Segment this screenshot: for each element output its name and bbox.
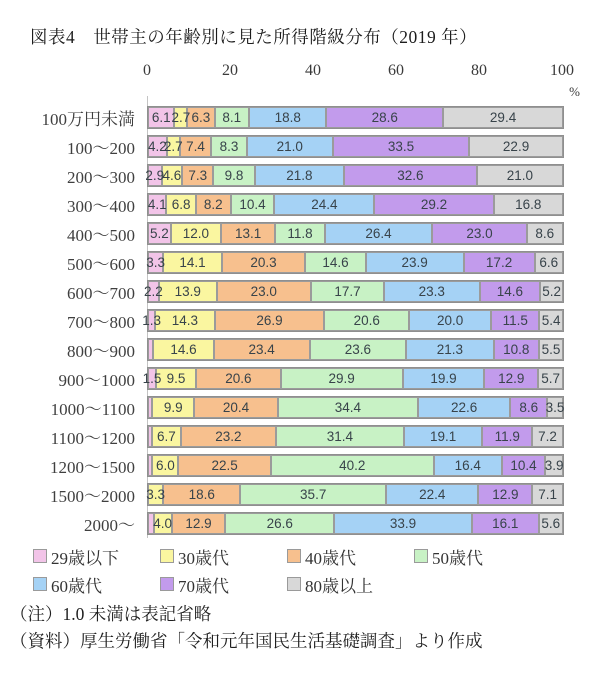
stacked-bar (147, 454, 564, 477)
legend-label: 29歳以下 (51, 548, 119, 568)
bar-value-label: 23.2 (215, 429, 242, 444)
bar-value-label: 11.8 (287, 226, 313, 241)
bar-value-label: 2.7 (163, 139, 183, 154)
bar-segment (432, 223, 526, 244)
bar-value-label: 1.3 (142, 313, 161, 328)
bar-segment (217, 281, 311, 302)
bar-segment (539, 310, 563, 331)
bar-value-label: 10.4 (510, 458, 537, 473)
chart-row (0, 190, 600, 219)
chart-row (0, 335, 600, 364)
bar-value-label: 12.0 (182, 226, 209, 241)
bar-value-label: 29.9 (328, 371, 355, 386)
bar-segment (247, 136, 333, 157)
notes (10, 601, 483, 655)
bar-segment (274, 194, 374, 215)
bar-value-label: 23.6 (344, 342, 372, 357)
bar-segment (171, 223, 221, 244)
bar-value-label: 40.2 (339, 458, 366, 473)
chart-row (0, 422, 600, 451)
stacked-bar (147, 106, 564, 129)
stacked-bar (147, 338, 564, 361)
note-line-1: （注）1.0 未満は表記省略 (10, 604, 212, 624)
bar-value-label: 26.4 (365, 226, 392, 241)
bar-segment (231, 194, 275, 215)
bar-segment (334, 513, 472, 534)
legend-item (287, 572, 414, 597)
stacked-bar (147, 222, 564, 245)
bar-value-label: 3.3 (146, 255, 166, 270)
stacked-bar (147, 135, 564, 158)
bar-segment (163, 252, 222, 273)
bar-segment (344, 165, 477, 186)
category-label: 400～500 (67, 226, 135, 245)
bars-area (0, 103, 600, 538)
category-label: 1000～1100 (50, 400, 135, 419)
bar-value-label: 31.4 (326, 429, 353, 444)
legend-item (33, 572, 160, 597)
bar-value-label: 7.4 (186, 139, 205, 154)
bar-value-label: 20.6 (225, 371, 252, 386)
x-axis-tick-label: 20 (222, 62, 238, 79)
bar-value-label: 1.5 (142, 371, 162, 386)
bar-value-label: 29.2 (420, 197, 448, 212)
legend-item (160, 572, 287, 597)
bar-segment (171, 107, 191, 128)
note-line-2: （資料）厚生労働省「令和元年国民生活基礎調査」より作成 (10, 631, 483, 651)
bar-value-label: 5.6 (541, 516, 561, 531)
legend (33, 542, 593, 598)
chart-title: 図表4 世帯主の年齢別に見た所得階級分布（2019 年） (30, 27, 478, 47)
bar-segment (221, 223, 275, 244)
category-label: 900～1000 (58, 371, 135, 390)
bar-value-label: 35.7 (300, 487, 327, 502)
bar-segment (144, 281, 163, 302)
bar-value-label: 10.8 (503, 342, 530, 357)
bar-value-label: 21.8 (286, 168, 313, 183)
category-label: 200～300 (67, 168, 135, 187)
bar-segment (480, 281, 541, 302)
bar-value-label: 6.1 (151, 110, 171, 125)
bar-segment (464, 252, 535, 273)
legend-row (33, 542, 593, 570)
bar-value-label: 17.7 (334, 284, 361, 299)
bar-value-label: 9.9 (163, 400, 183, 415)
chart-row (0, 393, 600, 422)
category-label: 600～700 (67, 284, 135, 303)
bar-segment (152, 397, 194, 418)
legend-label: 60歳代 (51, 576, 102, 596)
bar-segment (163, 136, 183, 157)
bar-segment (180, 136, 212, 157)
bar-segment (482, 426, 532, 447)
bar-value-label: 23.3 (418, 284, 445, 299)
bar-segment (409, 310, 491, 331)
bar-value-label: 33.5 (387, 139, 415, 154)
bar-value-label: 11.9 (494, 429, 520, 444)
stacked-bar (144, 280, 564, 303)
stacked-bar (147, 396, 564, 419)
bar-segment (510, 397, 546, 418)
chart-row (0, 277, 600, 306)
bar-segment (478, 484, 532, 505)
bar-value-label: 16.4 (454, 458, 481, 473)
bar-value-label: 16.8 (515, 197, 542, 212)
chart-row (0, 509, 600, 538)
bar-segment (152, 426, 181, 447)
bar-segment (213, 165, 254, 186)
bar-segment (163, 484, 240, 505)
bar-value-label: 2.9 (145, 168, 165, 183)
legend-item (33, 544, 160, 569)
bar-segment (187, 107, 214, 128)
bar-segment (249, 107, 326, 128)
bar-value-label: 13.1 (235, 226, 262, 241)
bar-segment (196, 368, 281, 389)
bar-segment (181, 426, 276, 447)
bar-value-label: 22.9 (502, 139, 530, 154)
category-label: 1200～1500 (50, 458, 135, 477)
bar-segment (491, 310, 539, 331)
stacked-bar (147, 512, 564, 535)
bar-segment (310, 339, 407, 360)
bar-value-label: 6.3 (191, 110, 211, 125)
legend-swatch-icon (33, 549, 47, 563)
bar-value-label: 4.6 (162, 168, 182, 183)
bar-value-label: 5.5 (541, 342, 561, 357)
stacked-bar (142, 367, 564, 390)
bar-segment (196, 194, 231, 215)
bar-segment (271, 455, 434, 476)
bar-value-label: 20.4 (222, 400, 250, 415)
bar-segment (154, 513, 172, 534)
bar-segment (386, 484, 478, 505)
bar-segment (545, 455, 563, 476)
chart-row (0, 103, 600, 132)
bar-segment (443, 107, 563, 128)
bar-value-label: 22.5 (211, 458, 238, 473)
bar-segment (434, 455, 502, 476)
bar-value-label: 12.9 (498, 371, 525, 386)
legend-swatch-icon (33, 577, 47, 591)
legend-swatch-icon (287, 577, 301, 591)
bar-value-label: 14.6 (496, 284, 523, 299)
chart-row (0, 132, 600, 161)
bar-segment (142, 310, 161, 331)
category-label: 100万円未満 (41, 110, 135, 129)
bar-value-label: 19.9 (430, 371, 457, 386)
bar-segment (148, 223, 171, 244)
bar-value-label: 18.6 (188, 487, 215, 502)
bar-value-label: 22.4 (419, 487, 446, 502)
bar-value-label: 23.0 (466, 226, 493, 241)
bar-value-label: 3.9 (544, 458, 564, 473)
bar-segment (275, 223, 324, 244)
bar-value-label: 2.2 (144, 284, 163, 299)
legend-swatch-icon (287, 549, 301, 563)
bar-segment (155, 310, 214, 331)
bar-value-label: 8.6 (519, 400, 539, 415)
category-label: 300～400 (67, 197, 135, 216)
category-label: 700～800 (67, 313, 135, 332)
legend-item (287, 544, 414, 569)
bar-segment (535, 252, 563, 273)
bar-segment (494, 194, 563, 215)
bar-segment (406, 339, 493, 360)
bar-value-label: 33.9 (389, 516, 417, 531)
legend-swatch-icon (160, 549, 174, 563)
bar-segment (404, 426, 483, 447)
bar-segment (162, 165, 182, 186)
bar-value-label: 8.6 (535, 226, 555, 241)
bar-value-label: 34.4 (334, 400, 362, 415)
bar-value-label: 14.3 (171, 313, 199, 328)
bar-segment (240, 484, 386, 505)
bar-value-label: 7.1 (538, 487, 558, 502)
bar-segment (166, 194, 195, 215)
bar-segment (153, 339, 214, 360)
bar-segment (214, 339, 310, 360)
bar-segment (366, 252, 464, 273)
bar-segment (532, 426, 563, 447)
bar-segment (182, 165, 213, 186)
bar-value-label: 24.4 (311, 197, 338, 212)
bar-segment (324, 310, 409, 331)
bar-value-label: 5.4 (541, 313, 561, 328)
x-axis-tick-label: 100 (550, 62, 574, 79)
stacked-bar (142, 309, 564, 332)
chart-row (0, 219, 600, 248)
bar-segment (215, 107, 249, 128)
bar-value-label: 20.3 (250, 255, 277, 270)
legend-label: 30歳代 (178, 548, 229, 568)
bar-segment (325, 223, 433, 244)
legend-swatch-icon (414, 549, 428, 563)
bar-value-label: 21.0 (276, 139, 303, 154)
bar-segment (142, 368, 162, 389)
bar-value-label: 9.5 (166, 371, 186, 386)
bar-segment (333, 136, 469, 157)
x-axis-tick-label: 80 (471, 62, 487, 79)
bar-segment (148, 107, 174, 128)
category-label: 100～200 (67, 139, 135, 158)
bar-value-label: 3.3 (146, 487, 166, 502)
bar-value-label: 12.9 (185, 516, 212, 531)
bar-segment (225, 513, 334, 534)
bar-value-label: 19.1 (429, 429, 457, 444)
bar-value-label: 2.7 (171, 110, 191, 125)
bar-value-label: 22.6 (451, 400, 478, 415)
bar-segment (540, 281, 563, 302)
bar-segment (539, 513, 563, 534)
bar-segment (194, 397, 278, 418)
category-label: 500～600 (67, 255, 135, 274)
bar-value-label: 23.9 (401, 255, 428, 270)
bar-value-label: 8.1 (222, 110, 242, 125)
bar-value-label: 23.4 (248, 342, 275, 357)
chart-row (0, 480, 600, 509)
bar-segment (326, 107, 443, 128)
bar-segment (172, 513, 226, 534)
bar-value-label: 4.1 (147, 197, 167, 212)
bar-segment (146, 252, 166, 273)
bar-segment (146, 484, 166, 505)
legend-label: 40歳代 (305, 548, 356, 568)
chart-row (0, 306, 600, 335)
bar-value-label: 20.6 (353, 313, 380, 328)
bar-value-label: 5.2 (542, 284, 561, 299)
bar-segment (538, 368, 563, 389)
bar-value-label: 14.1 (179, 255, 206, 270)
bar-segment (281, 368, 403, 389)
stacked-bar (147, 425, 564, 448)
category-label: 1100～1200 (50, 429, 135, 448)
bar-segment (311, 281, 384, 302)
category-label: 2000～ (84, 516, 135, 535)
bar-segment (472, 513, 539, 534)
bar-value-label: 28.6 (371, 110, 398, 125)
bar-value-label: 11.5 (502, 313, 528, 328)
bar-segment (305, 252, 366, 273)
bar-value-label: 9.8 (224, 168, 244, 183)
bar-segment (484, 368, 538, 389)
bar-value-label: 20.0 (437, 313, 464, 328)
bar-segment (374, 194, 493, 215)
bar-segment (211, 136, 246, 157)
bar-value-label: 7.2 (538, 429, 557, 444)
bar-value-label: 29.4 (489, 110, 517, 125)
bar-value-label: 26.9 (256, 313, 283, 328)
bar-segment (502, 455, 546, 476)
bar-segment (156, 368, 196, 389)
bar-value-label: 8.2 (203, 197, 223, 212)
bar-segment (278, 397, 418, 418)
bar-segment (477, 165, 563, 186)
bar-segment (178, 455, 270, 476)
stacked-bar (147, 251, 564, 274)
bar-segment (255, 165, 344, 186)
bar-value-label: 16.1 (492, 516, 519, 531)
bar-value-label: 4.2 (148, 139, 167, 154)
stacked-bar (147, 483, 564, 506)
legend-item (414, 544, 541, 569)
bar-value-label: 21.0 (506, 168, 534, 183)
bar-value-label: 12.9 (492, 487, 519, 502)
bar-segment (159, 281, 217, 302)
bar-value-label: 5.7 (541, 371, 560, 386)
bar-value-label: 6.7 (157, 429, 176, 444)
category-label: 800～900 (67, 342, 135, 361)
bar-segment (152, 455, 178, 476)
stacked-bar (147, 164, 564, 187)
x-axis-tick-label: 60 (388, 62, 404, 79)
bar-segment (532, 484, 563, 505)
bar-value-label: 6.0 (156, 458, 175, 473)
bar-segment (222, 252, 305, 273)
bar-value-label: 10.4 (239, 197, 266, 212)
bar-value-label: 17.2 (485, 255, 513, 270)
bar-value-label: 8.3 (219, 139, 239, 154)
x-axis-tick-label: 40 (305, 62, 321, 79)
bar-segment (494, 339, 539, 360)
bar-value-label: 5.2 (150, 226, 169, 241)
bar-segment (145, 165, 165, 186)
bar-segment (527, 223, 563, 244)
legend-row (33, 570, 593, 598)
bar-value-label: 7.3 (188, 168, 208, 183)
bar-segment (148, 194, 166, 215)
chart-row (0, 364, 600, 393)
bar-value-label: 6.8 (171, 197, 191, 212)
bar-segment (418, 397, 511, 418)
bar-value-label: 3.5 (545, 400, 565, 415)
bar-segment (215, 310, 325, 331)
bar-value-label: 14.6 (170, 342, 197, 357)
legend-label: 80歳以上 (305, 576, 373, 596)
bar-segment (547, 397, 563, 418)
bar-value-label: 14.6 (322, 255, 349, 270)
stacked-bar (147, 193, 564, 216)
bar-segment (469, 136, 563, 157)
bar-segment (276, 426, 404, 447)
bar-value-label: 6.6 (539, 255, 559, 270)
legend-swatch-icon (160, 577, 174, 591)
bar-value-label: 32.6 (397, 168, 424, 183)
bar-segment (384, 281, 480, 302)
x-axis-tick-label: 0 (143, 62, 151, 79)
chart-row (0, 248, 600, 277)
chart-row (0, 451, 600, 480)
bar-value-label: 13.9 (174, 284, 201, 299)
bar-value-label: 4.0 (153, 516, 173, 531)
legend-label: 70歳代 (178, 576, 229, 596)
bar-segment (403, 368, 485, 389)
chart-row (0, 161, 600, 190)
bar-value-label: 23.0 (250, 284, 277, 299)
bar-segment (539, 339, 563, 360)
legend-label: 50歳代 (432, 548, 483, 568)
bar-value-label: 18.8 (274, 110, 301, 125)
bar-value-label: 26.6 (266, 516, 293, 531)
x-axis-unit-label: % (569, 84, 580, 99)
bar-value-label: 21.3 (436, 342, 464, 357)
legend-item (160, 544, 287, 569)
category-label: 1500～2000 (50, 487, 135, 506)
